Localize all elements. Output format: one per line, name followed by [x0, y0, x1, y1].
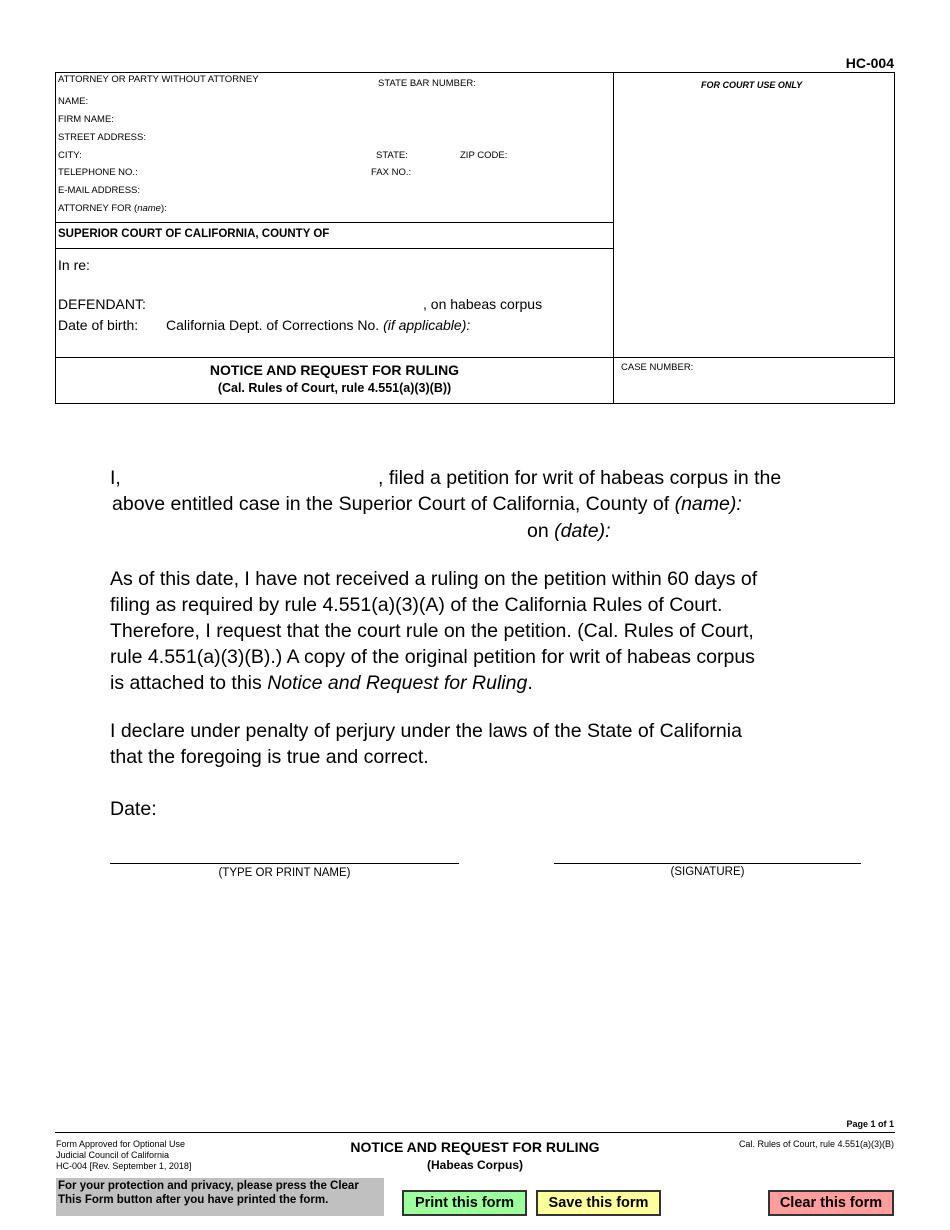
- paragraph-line: filing as required by rule 4.551(a)(3)(A) of the California Rules of Court.: [110, 594, 723, 616]
- dob-label: Date of birth:: [58, 317, 139, 333]
- paragraph-line: I declare under penalty of perjury under the laws of the State of California: [110, 720, 742, 742]
- zip-code-label: ZIP CODE:: [460, 150, 508, 161]
- paragraph-line: As of this date, I have not received a ruling on the petition within 60 days of: [110, 568, 758, 590]
- signature-line: [554, 863, 861, 864]
- save-form-button[interactable]: Save this form: [536, 1190, 661, 1216]
- habeas-label: , on habeas corpus: [423, 296, 543, 312]
- court-use-label: FOR COURT USE ONLY: [701, 80, 803, 90]
- fax-label: FAX NO.:: [371, 167, 412, 178]
- footer-title: NOTICE AND REQUEST FOR RULING: [350, 1139, 600, 1155]
- print-name-label: (TYPE OR PRINT NAME): [218, 867, 351, 879]
- privacy-notice: For your protection and privacy, please press the Clear This Form button after you have printed the form.: [56, 1178, 384, 1216]
- filed-text: , filed a petition for writ of habeas corpus in the: [378, 467, 782, 489]
- request-paragraph: [110, 566, 757, 696]
- print-name-line: [110, 863, 459, 864]
- state-label: STATE:: [376, 150, 408, 161]
- telephone-label: TELEPHONE NO.:: [58, 167, 138, 178]
- page-number: Page 1 of 1: [846, 1119, 894, 1129]
- paragraph-line: is attached to this Notice and Request for Ruling.: [110, 672, 533, 694]
- print-form-button[interactable]: Print this form: [402, 1190, 527, 1216]
- county-line: above entitled case in the Superior Court of California, County of (name):: [112, 493, 742, 515]
- form-number: HC-004: [845, 55, 894, 71]
- paragraph-line: Therefore, I request that the court rule on the petition. (Cal. Rules of Court,: [110, 620, 754, 642]
- firm-name-label: FIRM NAME:: [58, 114, 114, 125]
- signature-label: (SIGNATURE): [670, 866, 745, 878]
- case-number-label: CASE NUMBER:: [621, 362, 694, 373]
- caption-rule: [55, 357, 895, 358]
- caption-rule: [55, 222, 614, 223]
- attorney-for-label: ATTORNEY FOR (name):: [58, 203, 167, 214]
- form-title: NOTICE AND REQUEST FOR RULING: [209, 362, 460, 378]
- declarant-prefix: I,: [110, 467, 121, 489]
- city-label: CITY:: [58, 150, 82, 161]
- footer-rule-reference: Cal. Rules of Court, rule 4.551(a)(3)(B): [738, 1139, 894, 1149]
- street-address-label: STREET ADDRESS:: [58, 132, 146, 143]
- court-heading: SUPERIOR COURT OF CALIFORNIA, COUNTY OF: [58, 228, 330, 240]
- in-re-label: In re:: [58, 257, 90, 273]
- paragraph-line: rule 4.551(a)(3)(B).) A copy of the original petition for writ of habeas corpus: [110, 646, 755, 668]
- clear-form-button[interactable]: Clear this form: [768, 1190, 894, 1216]
- filing-date-line: on (date):: [527, 520, 611, 542]
- state-bar-number-label: STATE BAR NUMBER:: [378, 78, 476, 89]
- attorney-heading: ATTORNEY OR PARTY WITHOUT ATTORNEY: [58, 74, 259, 85]
- name-label: NAME:: [58, 96, 89, 107]
- footer-rule: [55, 1132, 895, 1133]
- footer-approval: Form Approved for Optional Use Judicial Council of California HC-004 [Rev. September 1, 2018]: [56, 1139, 192, 1171]
- email-label: E-MAIL ADDRESS:: [58, 185, 141, 196]
- caption-divider: [613, 72, 614, 404]
- paragraph-line: that the foregoing is true and correct.: [110, 746, 429, 768]
- form-subtitle: (Cal. Rules of Court, rule 4.551(a)(3)(B)): [217, 381, 452, 395]
- caption-rule: [55, 248, 614, 249]
- cdc-number-label: California Dept. of Corrections No. (if applicable):: [166, 317, 471, 333]
- date-label: Date:: [110, 798, 157, 820]
- defendant-label: DEFENDANT:: [58, 296, 146, 312]
- footer-subtitle: (Habeas Corpus): [426, 1158, 524, 1172]
- declaration-paragraph: [110, 718, 742, 770]
